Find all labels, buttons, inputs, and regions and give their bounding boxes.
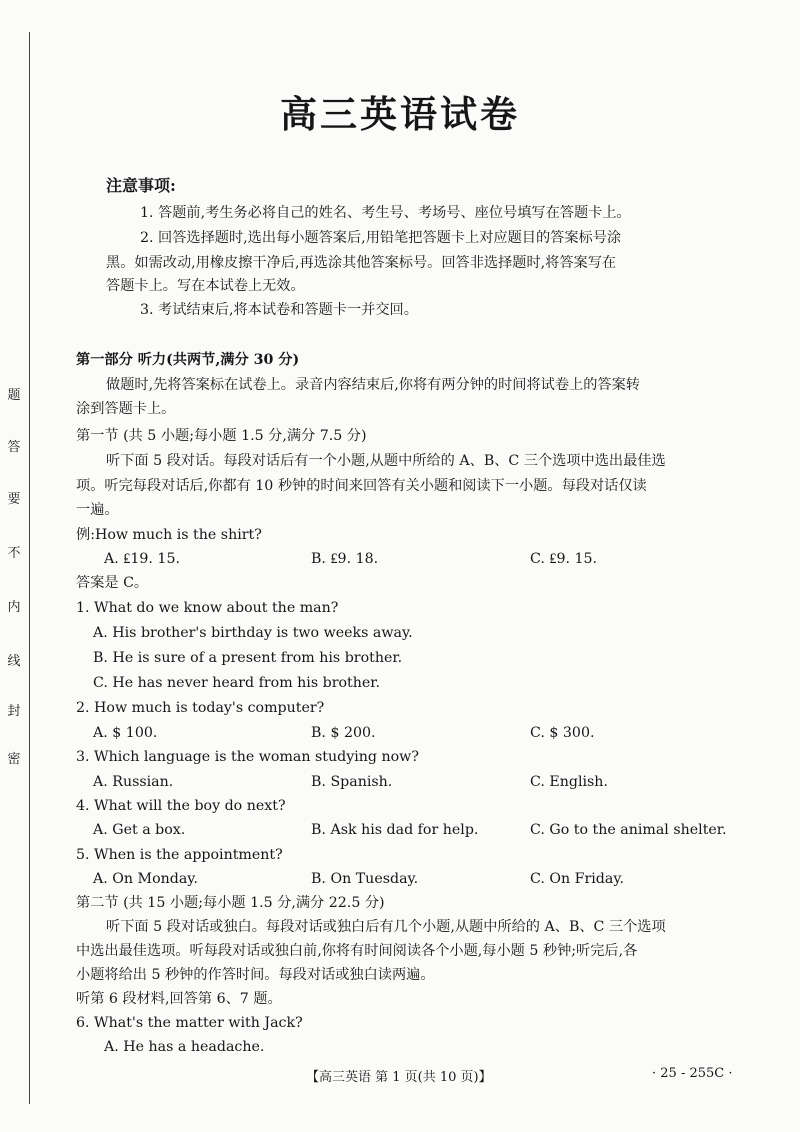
binding-char: 题: [7, 388, 21, 403]
material-6-instruction: 听第 6 段材料,回答第 6、7 题。: [76, 991, 282, 1007]
example-option-c: C. ₤9. 15.: [530, 551, 598, 567]
example-option-b: B. ₤9. 18.: [311, 551, 379, 567]
question-1-option-b: B. He is sure of a present from his brother.: [93, 650, 403, 666]
binding-char: 不: [7, 546, 21, 561]
binding-line: [29, 32, 30, 1104]
notice-line-2a: 2. 回答选择题时,选出每小题答案后,用铅笔把答题卡上对应题目的答案标号涂: [140, 230, 622, 246]
page-title: 高三英语试卷: [280, 92, 520, 136]
question-4: 4. What will the boy do next?: [76, 798, 286, 814]
question-5-option-a: A. On Monday.: [93, 871, 198, 887]
question-2-option-c: C. $ 300.: [530, 725, 595, 741]
question-4-option-b: B. Ask his dad for help.: [311, 822, 479, 838]
notice-line-2c: 答题卡上。写在本试卷上无效。: [106, 278, 305, 294]
part1-instruction-a: 做题时,先将答案标在试卷上。录音内容结束后,你将有两分钟的时间将试卷上的答案转: [106, 377, 640, 393]
question-3-option-b: B. Spanish.: [311, 774, 393, 790]
notice-line-1: 1. 答题前,考生务必将自己的姓名、考生号、考场号、座位号填写在答题卡上。: [140, 205, 631, 221]
question-3: 3. Which language is the woman studying now?: [76, 749, 419, 765]
question-6: 6. What's the matter with Jack?: [76, 1015, 303, 1031]
section1-instruction-a: 听下面 5 段对话。每段对话后有一个小题,从题中所给的 A、B、C 三个选项中选出最佳选: [106, 453, 666, 469]
example-question: 例:How much is the shirt?: [76, 527, 262, 543]
question-1-option-a: A. His brother's birthday is two weeks away.: [93, 625, 413, 641]
binding-char: 要: [7, 492, 21, 507]
question-5: 5. When is the appointment?: [76, 847, 283, 863]
notice-line-3: 3. 考试结束后,将本试卷和答题卡一并交回。: [140, 302, 418, 318]
question-4-option-a: A. Get a box.: [93, 822, 186, 838]
question-3-option-c: C. English.: [530, 774, 608, 790]
notice-heading: 注意事项:: [106, 176, 176, 195]
binding-char: 封: [7, 704, 21, 719]
section1-heading: 第一节 (共 5 小题;每小题 1.5 分,满分 7.5 分): [76, 428, 367, 444]
question-5-option-b: B. On Tuesday.: [311, 871, 419, 887]
question-1: 1. What do we know about the man?: [76, 600, 339, 616]
section2-instruction-c: 小题将给出 5 秒钟的作答时间。每段对话或独白读两遍。: [76, 967, 435, 983]
section2-instruction-b: 中选出最佳选项。听每段对话或独白前,你将有时间阅读各个小题,每小题 5 秒钟;听完后,各: [76, 943, 638, 959]
notice-line-2b: 黑。如需改动,用橡皮擦干净后,再选涂其他答案标号。回答非选择题时,将答案写在: [106, 255, 617, 271]
binding-char: 内: [7, 600, 21, 615]
question-4-option-c: C. Go to the animal shelter.: [530, 822, 727, 838]
page-footer-number: 【高三英语 第 1 页(共 10 页)】: [306, 1070, 492, 1085]
binding-char: 答: [7, 440, 21, 455]
question-2-option-a: A. $ 100.: [93, 725, 158, 741]
question-2-option-b: B. $ 200.: [311, 725, 376, 741]
binding-char: 线: [7, 654, 21, 669]
example-answer: 答案是 C。: [76, 575, 149, 591]
section1-instruction-b: 项。听完每段对话后,你都有 10 秒钟的时间来回答有关小题和阅读下一小题。每段对话仅读: [76, 478, 647, 494]
example-option-a: A. ₤19. 15.: [104, 551, 180, 567]
section2-instruction-a: 听下面 5 段对话或独白。每段对话或独白后有几个小题,从题中所给的 A、B、C 三个选项: [106, 919, 666, 935]
question-2: 2. How much is today's computer?: [76, 700, 325, 716]
question-6-option-a: A. He has a headache.: [104, 1039, 265, 1055]
page-footer-code: · 25 - 255C ·: [652, 1066, 733, 1081]
binding-char: 密: [7, 752, 21, 767]
part1-instruction-b: 涂到答题卡上。: [76, 401, 176, 417]
section1-instruction-c: 一遍。: [76, 502, 119, 518]
section2-heading: 第二节 (共 15 小题;每小题 1.5 分,满分 22.5 分): [76, 895, 385, 911]
question-1-option-c: C. He has never heard from his brother.: [93, 675, 381, 691]
question-3-option-a: A. Russian.: [93, 774, 174, 790]
part1-heading: 第一部分 听力(共两节,满分 30 分): [76, 352, 300, 368]
question-5-option-c: C. On Friday.: [530, 871, 624, 887]
